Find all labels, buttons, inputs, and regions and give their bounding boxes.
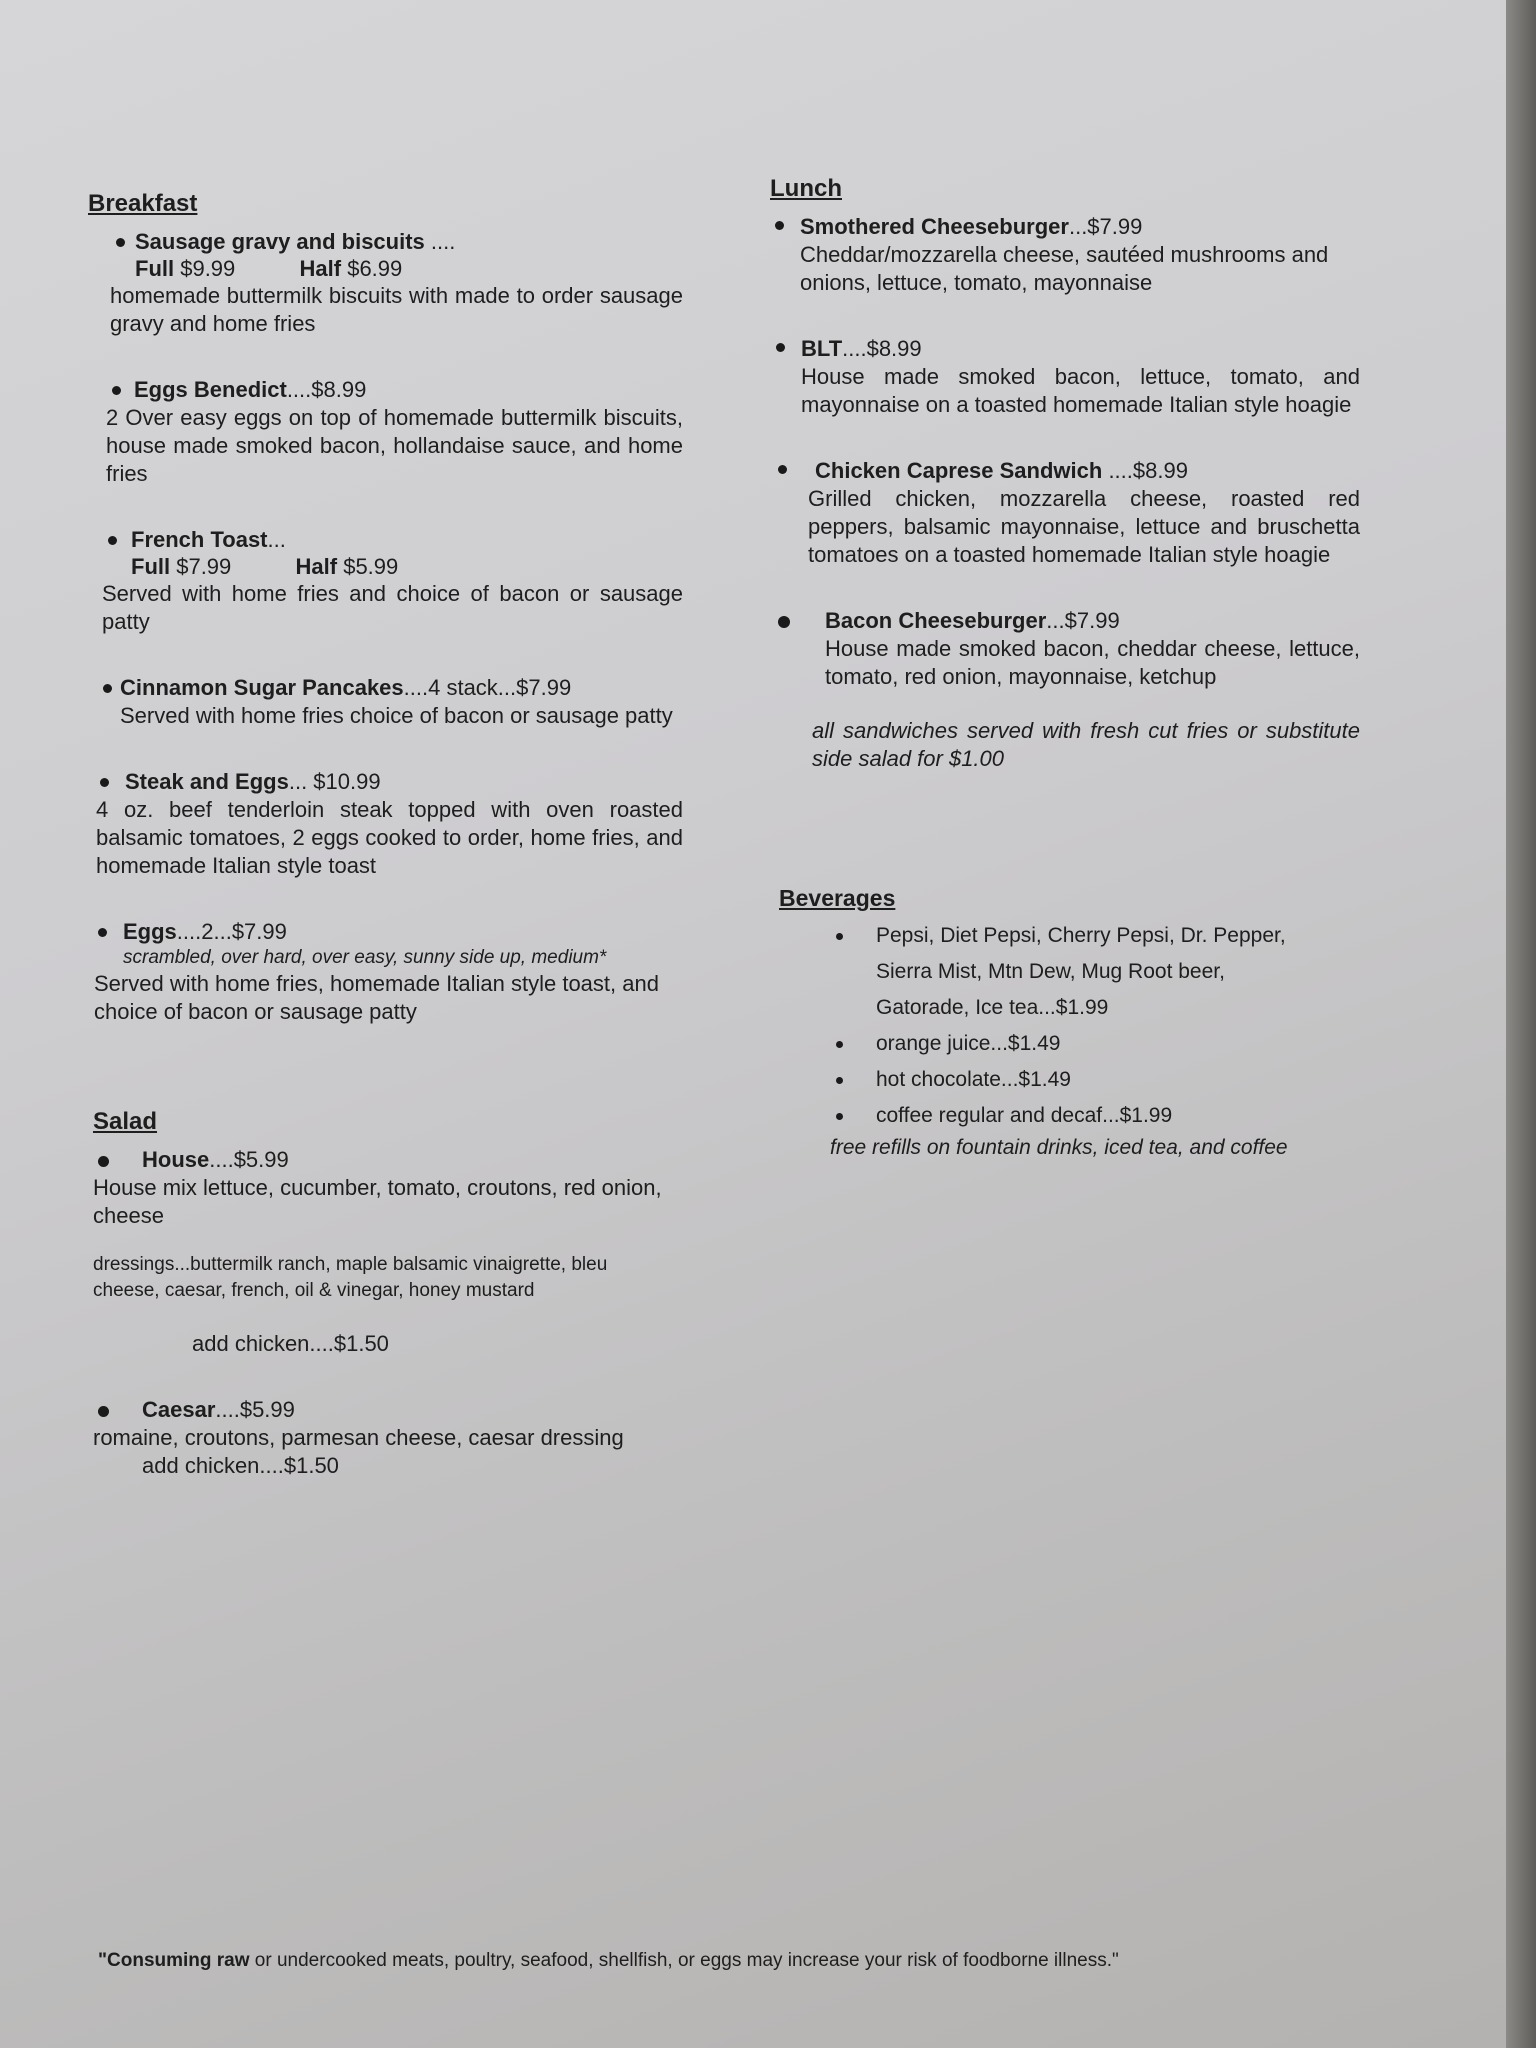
disclaimer-bold: "Consuming raw (98, 1950, 250, 1971)
menu-item-steak-and-eggs (88, 768, 683, 880)
item-suffix: ...$7.99 (1046, 608, 1120, 633)
item-description: House mix lettuce, cucumber, tomato, croutons, red onion, cheese (93, 1175, 662, 1228)
dressings-list: dressings...buttermilk ranch, maple balsamic vinaigrette, bleu cheese, caesar, french, oil & vinegar, honey mustard (93, 1254, 608, 1301)
bullet-icon (836, 1041, 843, 1048)
item-suffix: ....$5.99 (209, 1147, 289, 1172)
breakfast-heading: Breakfast (88, 190, 198, 217)
egg-style-note: scrambled, over hard, over easy, sunny side up, medium* (123, 947, 607, 968)
beverages-heading: Beverages (779, 885, 896, 911)
bullet-icon (98, 928, 107, 937)
sandwich-sides-note: all sandwiches served with fresh cut fries or substitute side salad for $1.00 (812, 718, 1360, 771)
food-safety-disclaimer (98, 1948, 1298, 1974)
beverage-line: coffee regular and decaf...$1.99 (876, 1104, 1173, 1127)
item-title (770, 457, 1360, 485)
item-suffix: ....4 stack...$7.99 (403, 675, 572, 700)
item-title (770, 213, 1360, 241)
full-price: $9.99 (174, 256, 236, 281)
half-label: Half (295, 554, 338, 579)
item-title (88, 768, 683, 796)
item-description: House made smoked bacon, cheddar cheese, lettuce, tomato, red onion, mayonnaise, ketchup (825, 636, 1360, 689)
menu-item-eggs-benedict (88, 376, 683, 488)
page-edge-shadow (1506, 0, 1536, 2048)
item-title (88, 674, 683, 702)
item-name: Sausage gravy and biscuits (135, 229, 425, 254)
item-name: Eggs (123, 919, 177, 944)
item-name: House (142, 1147, 210, 1172)
bullet-icon (112, 386, 121, 395)
left-column (88, 190, 683, 1480)
item-name: BLT (801, 336, 843, 361)
item-title (88, 376, 683, 404)
bullet-icon (836, 1113, 843, 1120)
beverage-line: hot chocolate...$1.49 (876, 1068, 1071, 1091)
bullet-icon (775, 221, 784, 230)
bullet-icon (778, 465, 787, 474)
item-title (770, 335, 1360, 363)
item-description: romaine, croutons, parmesan cheese, caesar dressing (93, 1425, 624, 1450)
item-description: 4 oz. beef tenderloin steak topped with oven roasted balsamic tomatoes, 2 eggs cooked to order, home fries, and homemade Italian style toast (96, 797, 683, 878)
item-name: French Toast (131, 527, 268, 552)
full-label: Full (135, 256, 175, 281)
beverage-item-hot-chocolate (876, 1062, 1360, 1098)
item-suffix: .... (424, 229, 456, 254)
menu-item-house-salad (88, 1146, 683, 1230)
refills-note: free refills on fountain drinks, iced tea, and coffee (830, 1136, 1288, 1159)
item-description: House made smoked bacon, lettuce, tomato, and mayonnaise on a toasted homemade Italian style hoagie (801, 364, 1360, 417)
bullet-icon (98, 1406, 109, 1417)
price-options (88, 554, 683, 580)
bullet-icon (108, 536, 117, 545)
beverage-line: Sierra Mist, Mtn Dew, Mug Root beer, (876, 960, 1225, 983)
item-suffix: ....$8.99 (1102, 458, 1188, 483)
item-title (88, 1146, 683, 1174)
menu-item-blt (770, 335, 1360, 419)
item-title (770, 607, 1360, 635)
lunch-heading: Lunch (770, 175, 842, 202)
item-suffix: ....$5.99 (215, 1397, 295, 1422)
menu-item-smothered-cheeseburger (770, 213, 1360, 297)
item-description: 2 Over easy eggs on top of homemade buttermilk biscuits, house made smoked bacon, hollandaise sauce, and home fries (106, 405, 683, 486)
item-name: Smothered Cheeseburger (800, 214, 1069, 239)
bullet-icon (776, 343, 785, 352)
item-suffix: ....$8.99 (286, 377, 367, 402)
beverage-item-soda (876, 918, 1360, 1026)
caesar-add-chicken: add chicken....$1.50 (142, 1453, 339, 1478)
item-description: Cheddar/mozzarella cheese, sautéed mushrooms and onions, lettuce, tomato, mayonnaise (800, 242, 1329, 295)
item-suffix: ... (267, 527, 286, 552)
item-suffix: ....$8.99 (842, 336, 922, 361)
beverage-line: Gatorade, Ice tea...$1.99 (876, 996, 1109, 1019)
half-price: $5.99 (337, 554, 399, 579)
menu-item-sausage-gravy (88, 228, 683, 338)
beverages-list (876, 918, 1360, 1134)
house-add-chicken: add chicken....$1.50 (192, 1331, 389, 1356)
half-label: Half (299, 256, 342, 281)
full-price: $7.99 (170, 554, 232, 579)
item-name: Caesar (142, 1397, 216, 1422)
item-name: Cinnamon Sugar Pancakes (120, 675, 404, 700)
item-description: Grilled chicken, mozzarella cheese, roasted red peppers, balsamic mayonnaise, lettuce and bruschetta tomatoes on a toasted homemade Italian style hoagie (808, 486, 1360, 567)
menu-item-caesar-salad (88, 1396, 683, 1480)
item-title (88, 228, 683, 256)
half-price: $6.99 (341, 256, 403, 281)
beverage-line: orange juice...$1.49 (876, 1032, 1061, 1055)
bullet-icon (116, 238, 125, 247)
item-suffix: ....2...$7.99 (176, 919, 287, 944)
item-name: Eggs Benedict (134, 377, 287, 402)
full-label: Full (131, 554, 171, 579)
item-title (88, 526, 683, 554)
item-name: Steak and Eggs (125, 769, 289, 794)
disclaimer-text: or undercooked meats, poultry, seafood, shellfish, or eggs may increase your risk of foodborne illness." (249, 1950, 1119, 1971)
menu-item-chicken-caprese (770, 457, 1360, 569)
bullet-icon (836, 1077, 843, 1084)
item-title (88, 918, 683, 946)
price-options (88, 256, 683, 282)
item-description: homemade buttermilk biscuits with made to order sausage gravy and home fries (110, 283, 683, 336)
salad-heading: Salad (93, 1108, 158, 1135)
menu-item-eggs (88, 918, 683, 1026)
item-title (88, 1396, 683, 1424)
item-description: Served with home fries, homemade Italian style toast, and choice of bacon or sausage patty (94, 971, 659, 1024)
bullet-icon (778, 616, 790, 628)
bullet-icon (103, 684, 112, 693)
beverage-item-orange-juice (876, 1026, 1360, 1062)
bullet-icon (98, 1156, 109, 1167)
right-column (770, 175, 1360, 1160)
item-name: Bacon Cheeseburger (825, 608, 1047, 633)
bullet-icon (836, 933, 843, 940)
item-description: Served with home fries choice of bacon or sausage patty (120, 703, 673, 728)
beverage-item-coffee (876, 1098, 1360, 1134)
menu-item-pancakes (88, 674, 683, 730)
bullet-icon (100, 778, 109, 787)
item-suffix: ...$7.99 (1068, 214, 1143, 239)
menu-item-bacon-cheeseburger (770, 607, 1360, 691)
menu-item-french-toast (88, 526, 683, 636)
item-name: Chicken Caprese Sandwich (815, 458, 1103, 483)
item-description: Served with home fries and choice of bacon or sausage patty (102, 581, 683, 634)
item-suffix: ... $10.99 (288, 769, 381, 794)
beverage-line: Pepsi, Diet Pepsi, Cherry Pepsi, Dr. Pepper, (876, 924, 1286, 947)
